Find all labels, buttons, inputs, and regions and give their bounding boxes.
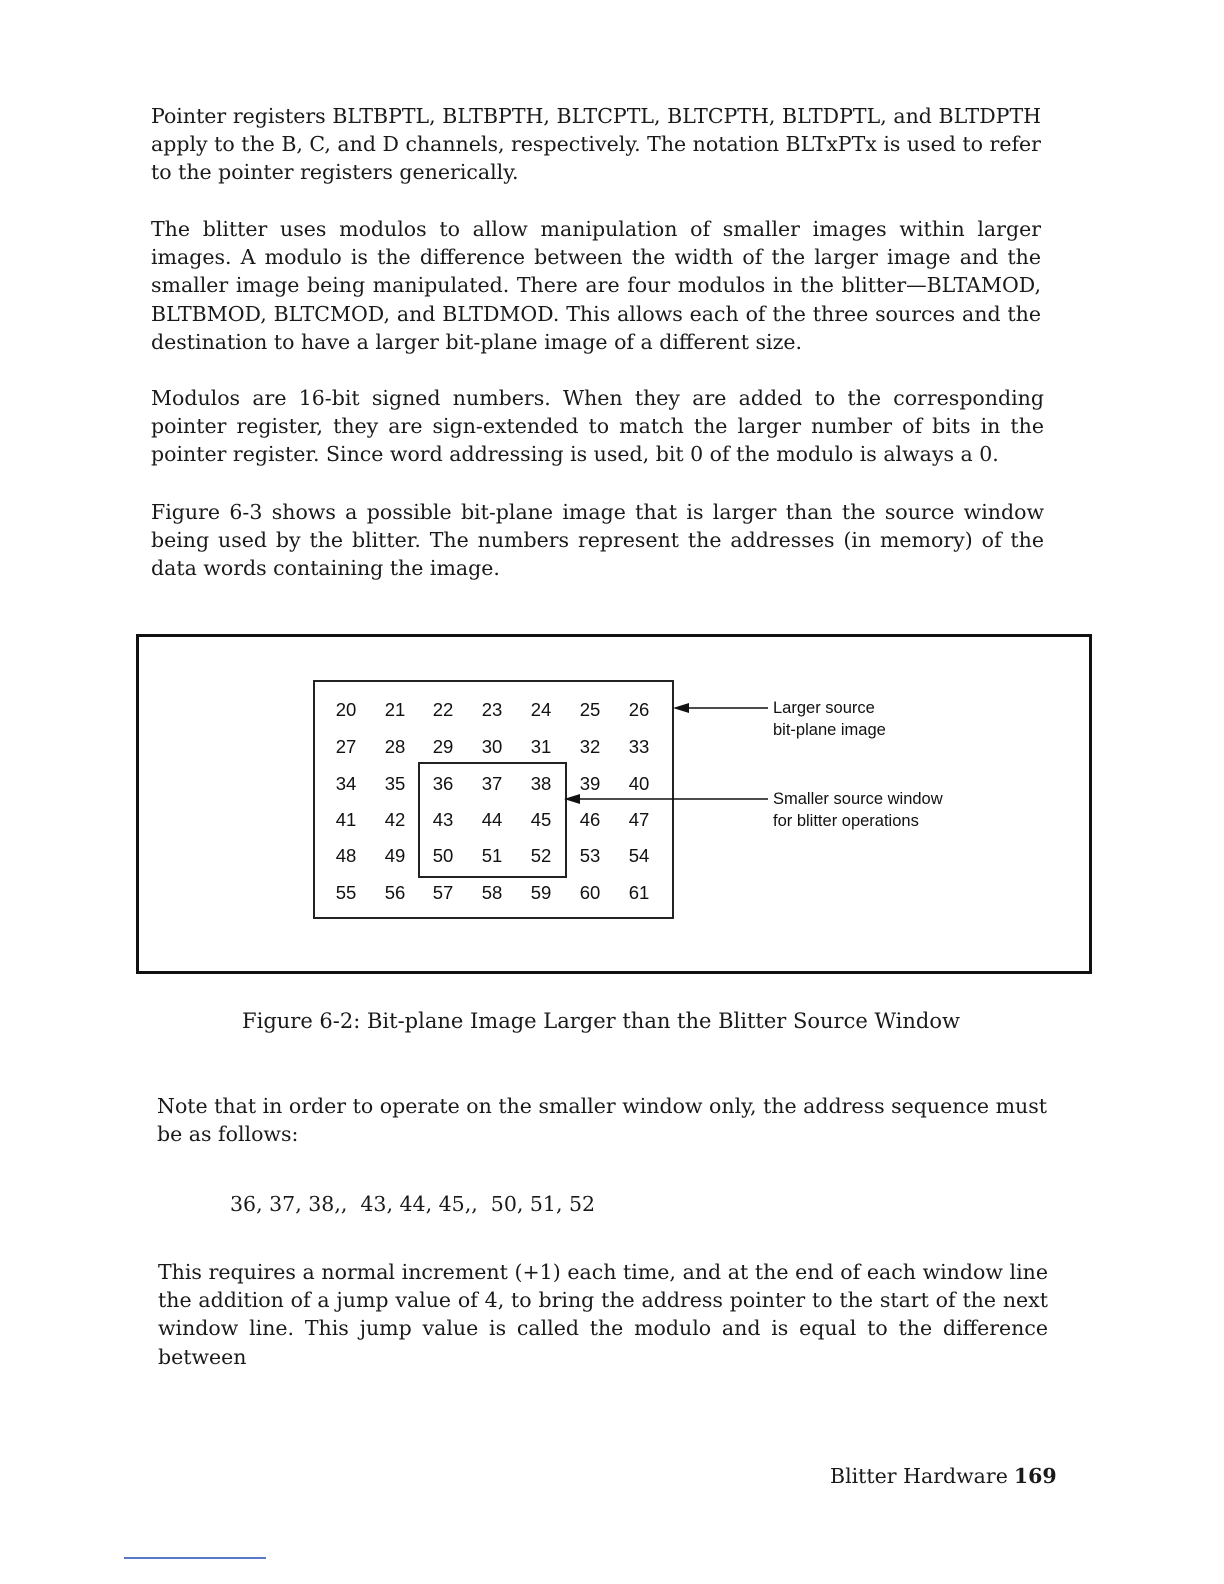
grid-cell: 53	[579, 845, 601, 866]
grid-cell: 47	[628, 809, 650, 830]
paragraph-modulos-intro: The blitter uses modulos to allow manipulation of smaller images within larger images. A modulo is the difference between the width of the larger image and the smaller image being manipulated. There are four modulos in the blitter—BLTAMOD, BLTBMOD, BLTCMOD, and BLTDMOD. This allows each of the three sources and the destination to have a larger bit-plane image of a different size.	[151, 217, 1041, 354]
grid-cell: 51	[481, 845, 503, 866]
address-sequence: 36, 37, 38,, 43, 44, 45,, 50, 51, 52	[230, 1192, 596, 1216]
smaller-window-arrow	[564, 794, 768, 804]
grid-cell: 60	[579, 882, 601, 903]
paragraph-modulos-signed: Modulos are 16-bit signed numbers. When they are added to the corresponding pointer register, they are sign-extended to match the larger number of bits in the pointer register. Since word addressing is used, bit 0 of the modulo is always a 0.	[151, 386, 1044, 467]
grid-cell: 20	[335, 699, 357, 720]
smaller-window-label-line-1: Smaller source window	[773, 790, 943, 808]
grid-cell: 59	[530, 882, 552, 903]
grid-cell: 52	[530, 845, 552, 866]
grid-cell: 28	[384, 736, 406, 757]
grid-cell: 38	[530, 773, 552, 794]
larger-source-label-line-2: bit-plane image	[773, 721, 886, 739]
grid-cell: 42	[384, 809, 406, 830]
grid-cell: 22	[432, 699, 454, 720]
grid-cell: 49	[384, 845, 406, 866]
grid-cell: 56	[384, 882, 406, 903]
grid-cell: 46	[579, 809, 601, 830]
grid-cell: 44	[481, 809, 503, 830]
larger-source-label-line-1: Larger source	[773, 699, 875, 717]
grid-cell: 57	[432, 882, 454, 903]
footer-section-title: Blitter Hardware	[830, 1464, 1008, 1488]
grid-cell: 27	[335, 736, 357, 757]
grid-cell: 55	[335, 882, 357, 903]
page-footer	[830, 1462, 1057, 1490]
grid-cell: 24	[530, 699, 552, 720]
paragraph-figure-reference: Figure 6-3 shows a possible bit-plane image that is larger than the source window being used by the blitter. The numbers represent the addresses (in memory) of the data words containing the image.	[151, 500, 1044, 581]
grid-cell: 31	[530, 736, 552, 757]
grid-cell: 25	[579, 699, 601, 720]
grid-cell: 58	[481, 882, 503, 903]
paragraph-pointer-registers: Pointer registers BLTBPTL, BLTBPTH, BLTCPTL, BLTCPTH, BLTDPTL, and BLTDPTH apply to the B, C, and D channels, respectively. The notation BLTxPTx is used to refer to the pointer registers generically.	[151, 104, 1041, 185]
grid-cell: 43	[432, 809, 454, 830]
grid-cell: 32	[579, 736, 601, 757]
smaller-window-label	[773, 788, 943, 832]
grid-cell: 45	[530, 809, 552, 830]
paragraph-smaller-window-note: Note that in order to operate on the smaller window only, the address sequence must be as follows:	[157, 1094, 1047, 1147]
larger-source-arrow	[673, 703, 768, 713]
grid-cell: 50	[432, 845, 454, 866]
grid-cell: 40	[628, 773, 650, 794]
figure-caption: Figure 6-2: Bit-plane Image Larger than the Blitter Source Window	[242, 1009, 960, 1033]
grid-cell: 34	[335, 773, 357, 794]
larger-source-label	[773, 697, 886, 741]
grid-cell: 39	[579, 773, 601, 794]
grid-cell: 41	[335, 809, 357, 830]
grid-cell: 29	[432, 736, 454, 757]
smaller-window-label-line-2: for blitter operations	[773, 812, 919, 830]
grid-cell: 23	[481, 699, 503, 720]
grid-cell: 61	[628, 882, 650, 903]
grid-cell: 26	[628, 699, 650, 720]
grid-cell: 48	[335, 845, 357, 866]
scan-artifact-line	[124, 1557, 266, 1559]
page-number: 169	[1013, 1464, 1057, 1488]
grid-cell: 35	[384, 773, 406, 794]
paragraph-modulo-explanation: This requires a normal increment (+1) each time, and at the end of each window line the addition of a jump value of 4, to bring the address pointer to the start of the next window line. This jump value is called the modulo and is equal to the difference between	[158, 1260, 1048, 1369]
grid-cell: 36	[432, 773, 454, 794]
grid-cell: 54	[628, 845, 650, 866]
grid-cell: 37	[481, 773, 503, 794]
grid-cell: 33	[628, 736, 650, 757]
grid-cell: 30	[481, 736, 503, 757]
grid-cell: 21	[384, 699, 406, 720]
